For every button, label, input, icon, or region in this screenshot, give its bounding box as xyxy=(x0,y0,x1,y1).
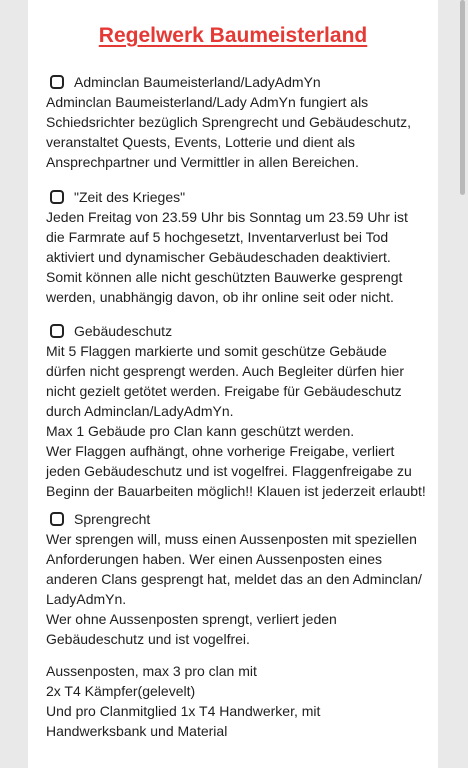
section-body: Wer sprengen will, muss einen Aussenposten mit speziellen Anforderungen haben. Wer einen Aussenposten eines anderen Clans gesprengt hat, meldet das an den Adminclan/ LadyAdmYn. Wer ohne Aussenposten sprengt, verliert jeden Gebäudeschutz und ist vogelfrei. xyxy=(46,531,422,647)
section-heading: "Zeit des Krieges" xyxy=(74,189,186,205)
section-heading: Sprengrecht xyxy=(74,511,151,527)
section-header xyxy=(46,509,431,529)
aussenposten-note: Aussenposten, max 3 pro clan mit 2x T4 Kämpfer(gelevelt) Und pro Clanmitglied 1x T4 Handwerker, mit Handwerksbank und Material xyxy=(46,663,321,739)
section-adminclan xyxy=(46,72,431,172)
checkbox-zeit-des-krieges[interactable] xyxy=(50,190,64,204)
checkbox-sprengrecht[interactable] xyxy=(50,512,64,526)
section-header xyxy=(46,321,431,341)
section-body: Jeden Freitag von 23.59 Uhr bis Sonntag um 23.59 Uhr ist die Farmrate auf 5 hochgesetzt, Inventarverlust bei Tod aktiviert und dynamischer Gebäudeschaden deaktiviert. Somit können alle nicht geschützten Bauwerke gesprengt werden, unabhängig davon, ob ihr online seit oder nicht. xyxy=(46,209,408,305)
scrollbar[interactable] xyxy=(460,0,465,195)
section-header xyxy=(46,187,431,207)
checkbox-gebaeudeschutz[interactable] xyxy=(50,324,64,338)
checkbox-adminclan[interactable] xyxy=(50,75,64,89)
document-sheet xyxy=(28,0,438,768)
section-heading: Adminclan Baumeisterland/LadyAdmYn xyxy=(74,74,321,90)
document-title: Regelwerk Baumeisterland xyxy=(98,24,368,47)
section-zeit-des-krieges xyxy=(46,187,431,307)
section-sprengrecht xyxy=(46,509,431,649)
section-heading: Gebäudeschutz xyxy=(74,323,173,339)
section-header xyxy=(46,72,431,92)
section-body: Mit 5 Flaggen markierte und somit geschütze Gebäude dürfen nicht gesprengt werden. Auch Begleiter dürfen hier nicht gezielt getötet werden. Freigabe für Gebäudeschutz durch Adminclan/LadyAdmYn. Max 1 Gebäude pro Clan kann geschützt werden. Wer Flaggen aufhängt, ohne vorherige Freigabe, verliert jeden Gebäudeschutz und ist vogelfrei. Flaggenfreigabe zu Beginn der Bauarbeiten möglich!! Klauen ist jederzeit erlaubt! xyxy=(46,343,426,499)
section-gebaeudeschutz xyxy=(46,321,431,501)
section-body: Adminclan Baumeisterland/Lady AdmYn fungiert als Schiedsrichter bezüglich Sprengrecht und Gebäudeschutz, veranstaltet Quests, Events, Lotterie und dient als Ansprechpartner und Vermittler in allen Bereichen. xyxy=(46,94,411,170)
